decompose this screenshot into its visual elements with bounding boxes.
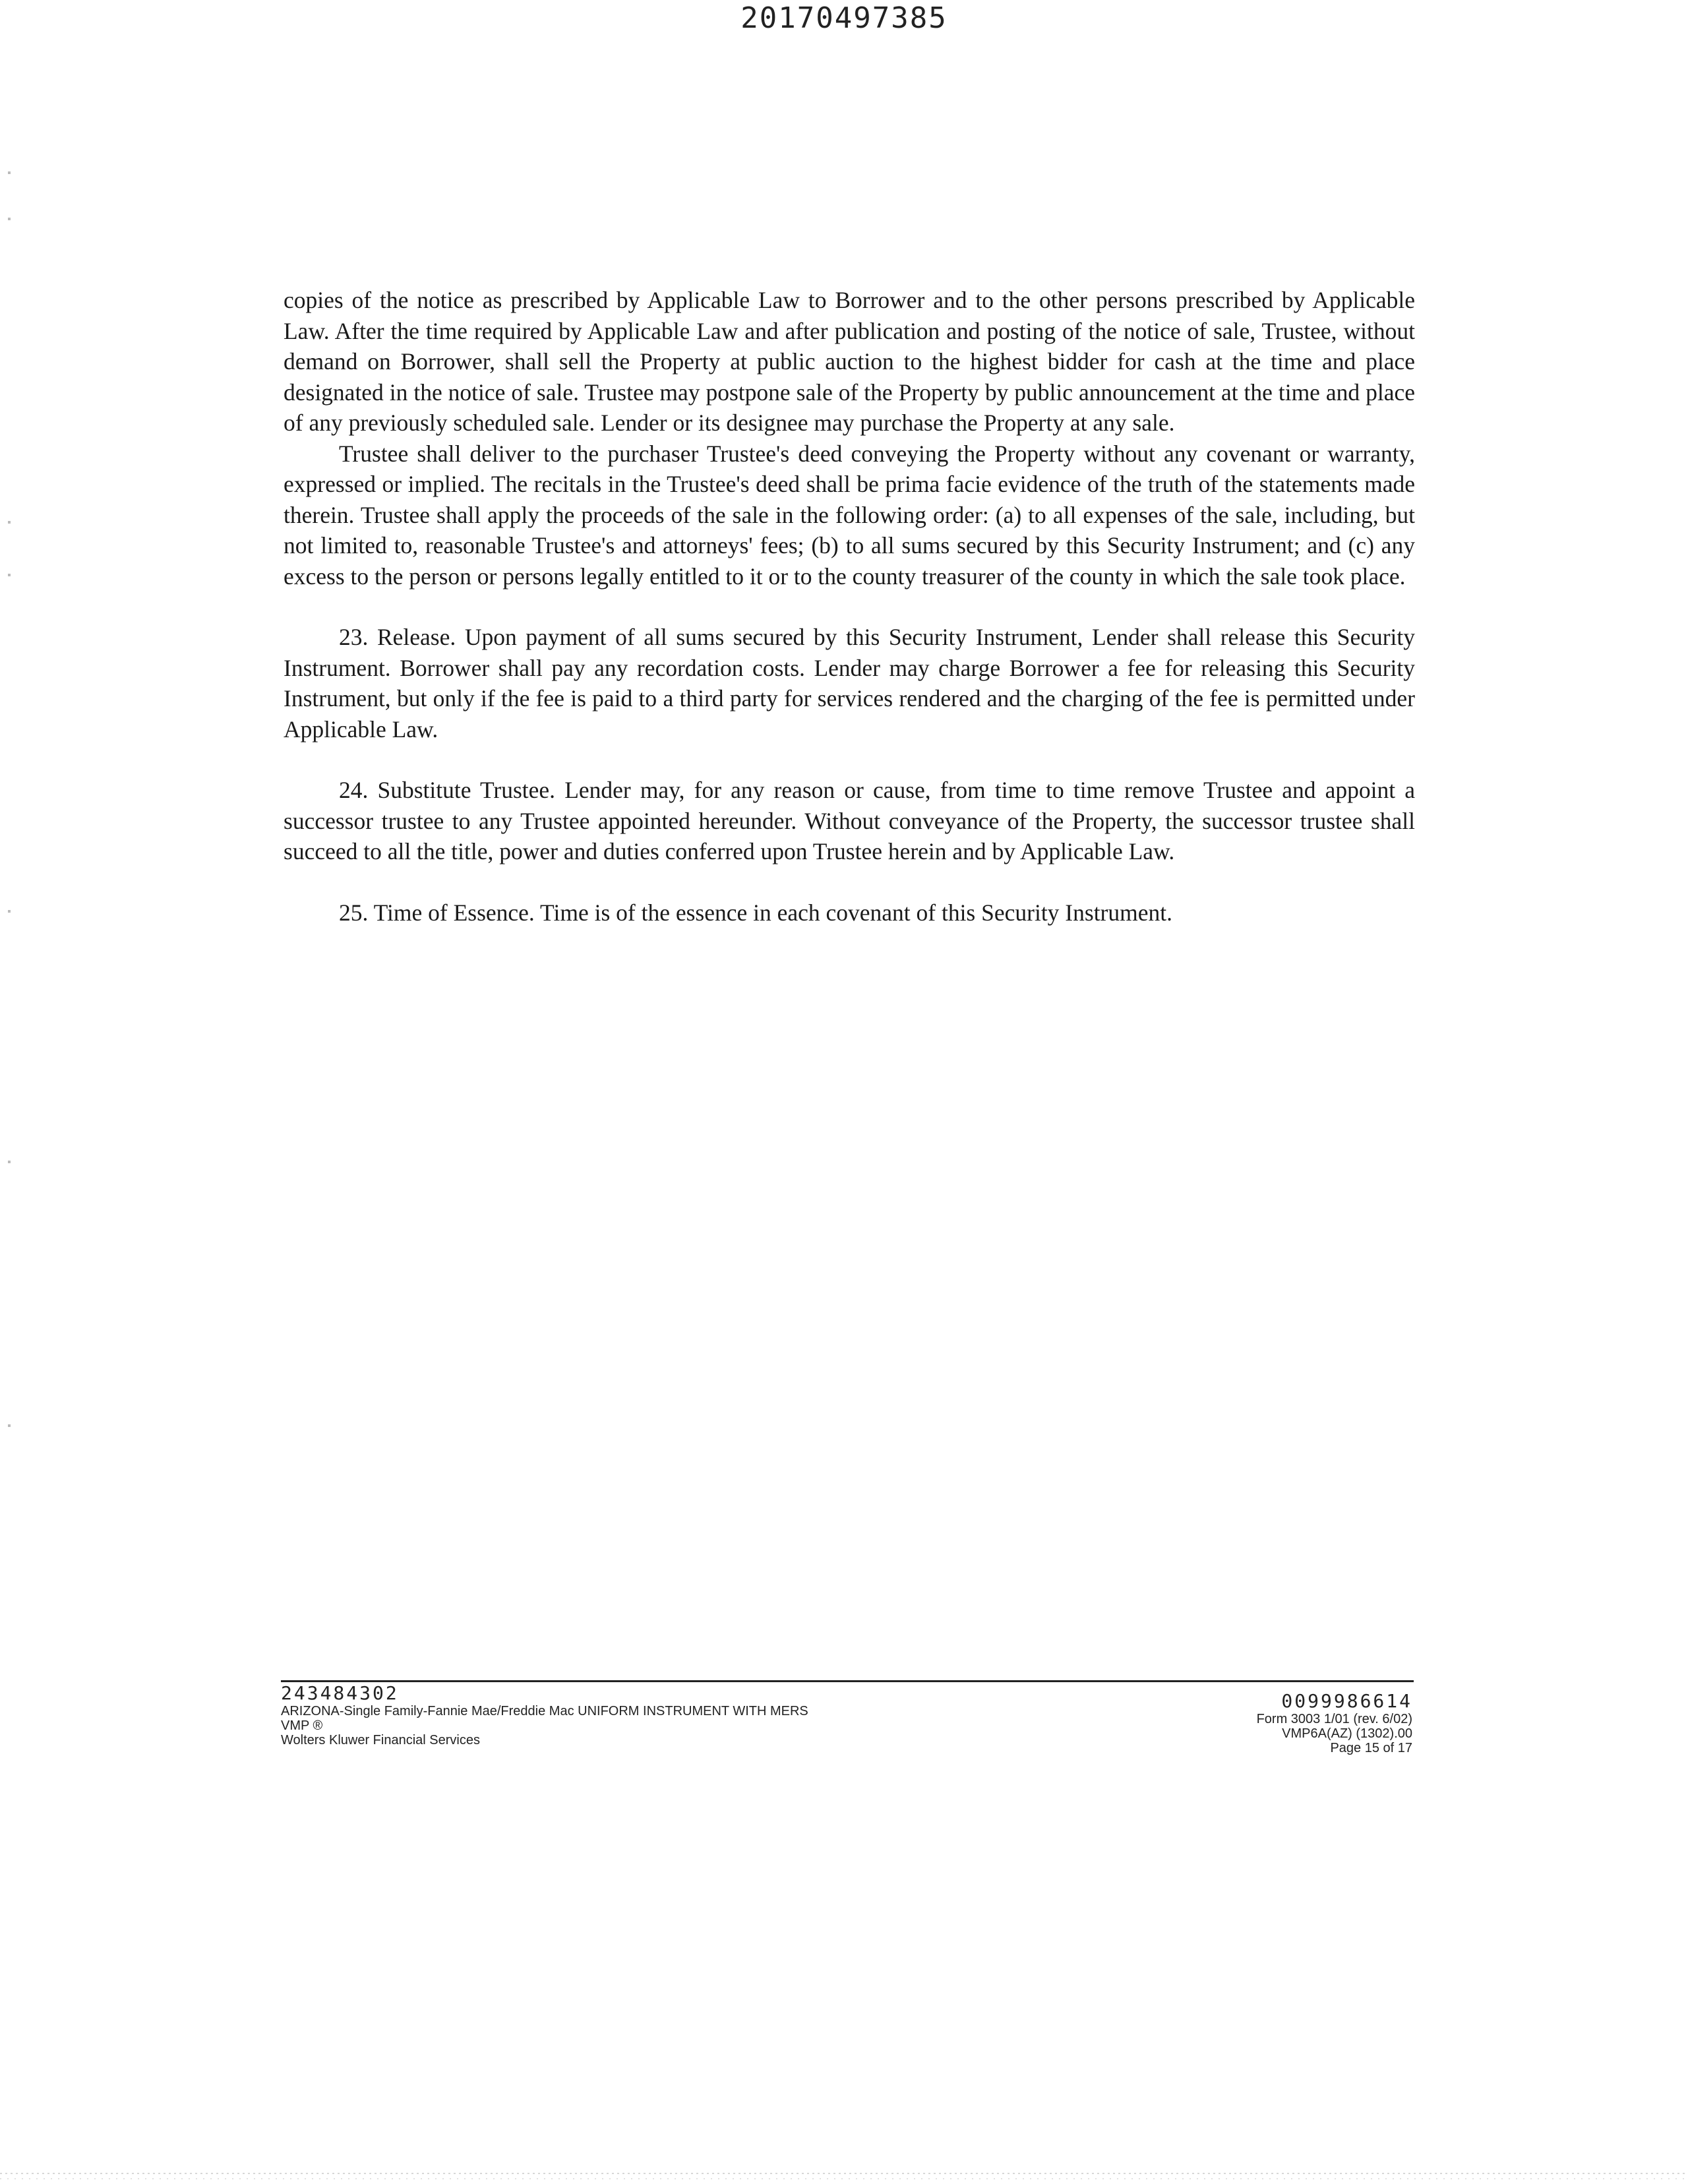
publisher-name: Wolters Kluwer Financial Services — [281, 1733, 480, 1747]
mers-number: 0099986614 — [1281, 1690, 1412, 1712]
section-24-heading: 24. Substitute Trustee. — [339, 777, 556, 803]
section-24-text: Lender may, for any reason or cause, from time to time remove Trustee and appoint a successor trustee to any Trustee appointed hereunder. Without conveyance of the Property, the successor trustee shall succeed to all the title, power and duties conferred upon Trustee herein and by Applicable Law. — [284, 777, 1416, 864]
scan-noise-strip — [0, 2160, 1688, 2184]
scan-speck — [8, 910, 11, 913]
section-23-heading: 23. Release. — [339, 624, 456, 650]
document-body — [284, 285, 1415, 928]
footer-right-block — [1257, 1692, 1412, 1755]
scan-speck — [8, 171, 11, 174]
scan-speck — [8, 218, 11, 220]
footer-divider — [281, 1680, 1414, 1682]
recording-number: 20170497385 — [740, 1, 948, 35]
section-25-heading: 25. Time of Essence. — [339, 899, 535, 926]
scan-speck — [8, 574, 11, 576]
section-25-text: Time is of the essence in each covenant of this Security Instrument. — [540, 899, 1172, 926]
loan-number: 243484302 — [281, 1682, 399, 1704]
section-23-text: Upon payment of all sums secured by this Security Instrument, Lender shall release this Security Instrument. Borrower shall pay any recordation costs. Lender may charge Borrower a fee for releasing this Security Instrument, but only if the fee is paid to a third party for services rendered and the charging of the fee is permitted under Applicable Law. — [284, 624, 1416, 743]
form-title: ARIZONA-Single Family-Fannie Mae/Freddie Mac UNIFORM INSTRUMENT WITH MERS — [281, 1704, 808, 1718]
paragraph-sale-notice: copies of the notice as prescribed by Applicable Law to Borrower and to the other persons prescribed by Applicable Law. After the time required by Applicable Law and after publication and posting of the notice of sale, Trustee, without demand on Borrower, shall sell the Property at public auction to the highest bidder for cash at the time and place designated in the notice of sale. Trustee may postpone sale of the Property by public announcement at the time and place of any previously scheduled sale. Lender or its designee may purchase the Property at any sale. — [284, 287, 1415, 436]
form-code: VMP6A(AZ) (1302).00 — [1282, 1726, 1412, 1741]
section-23-release — [284, 622, 1415, 744]
form-number: Form 3003 1/01 (rev. 6/02) — [1256, 1712, 1412, 1726]
scan-speck — [8, 1424, 11, 1427]
section-24-substitute-trustee — [284, 775, 1415, 867]
scan-speck — [8, 521, 11, 524]
footer-left-block — [281, 1684, 808, 1747]
page-indicator: Page 15 of 17 — [1330, 1741, 1412, 1755]
section-25-time-of-essence — [284, 897, 1415, 928]
vmp-mark: VMP ® — [281, 1718, 323, 1733]
scan-speck — [8, 1161, 11, 1163]
paragraph-trustee-deed: Trustee shall deliver to the purchaser Trustee's deed conveying the Property without any covenant or warranty, expressed or implied. The recitals in the Trustee's deed shall be prima facie evidence of the truth of the statements made therein. Trustee shall apply the proceeds of the sale in the following order: (a) to all expenses of the sale, including, but not limited to, reasonable Trustee's and attorneys' fees; (b) to all sums secured by this Security Instrument; and (c) any excess to the person or persons legally entitled to it or to the county treasurer of the county in which the sale took place. — [284, 440, 1415, 590]
